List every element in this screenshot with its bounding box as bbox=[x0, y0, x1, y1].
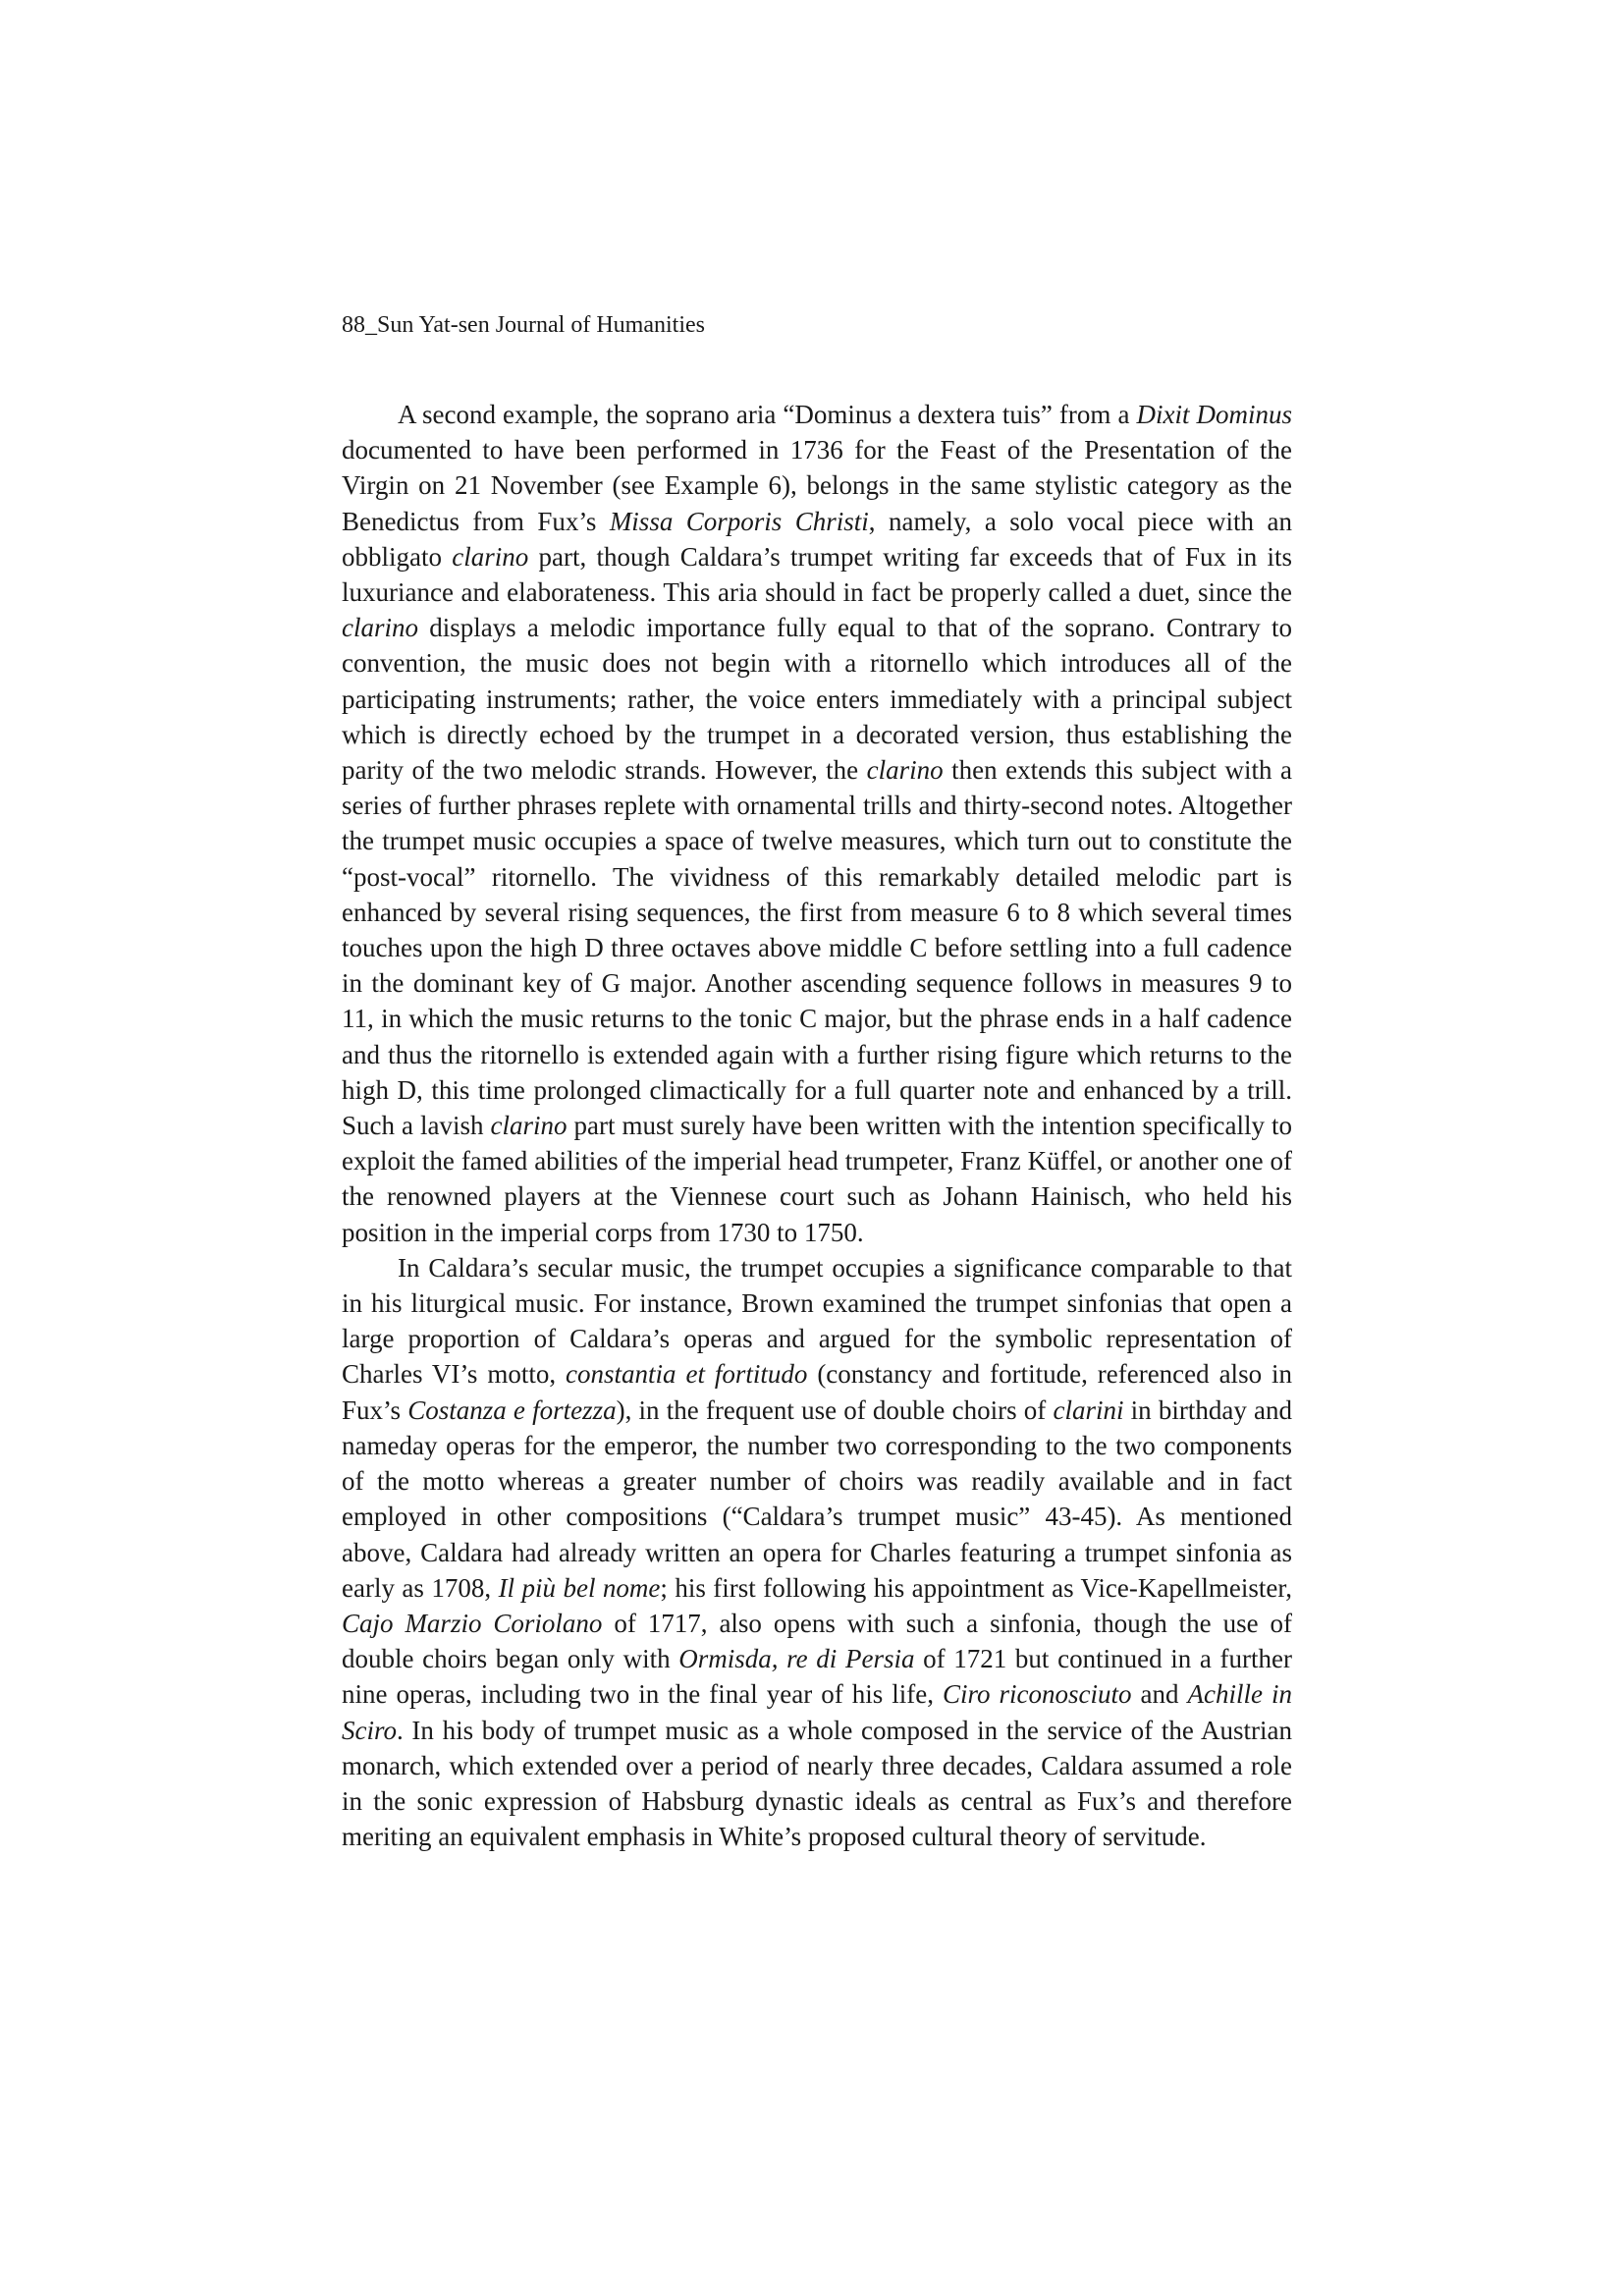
italic-title: Ormisda, re di Persia bbox=[678, 1644, 915, 1674]
text-run: and bbox=[1131, 1679, 1188, 1710]
italic-title: Costanza e fortezza bbox=[407, 1394, 617, 1425]
italic-title: clarino bbox=[452, 541, 529, 572]
italic-title: Cajo Marzio Coriolano bbox=[342, 1608, 603, 1638]
italic-title: constantia et fortitudo bbox=[566, 1359, 808, 1390]
text-run: part, though Caldara’s trumpet writing far exceeds that of Fux in its luxuriance and elaborateness. This aria should in fact be properly called a duet, since the bbox=[342, 541, 1292, 608]
text-run: A second example, the soprano aria “Dominus a dextera tuis” from a bbox=[398, 400, 1137, 429]
text-run: , namely, a solo vocal piece with an obbligato bbox=[342, 506, 1292, 572]
text-run: ), in the frequent use of double choirs of bbox=[616, 1394, 1054, 1425]
italic-title: clarino bbox=[866, 755, 944, 786]
article-body bbox=[342, 397, 1292, 1854]
italic-title: Dixit Dominus bbox=[1136, 400, 1292, 429]
italic-title: Ciro riconosciuto bbox=[942, 1679, 1132, 1710]
text-run: displays a melodic importance fully equal to that of the soprano. Contrary to convention, the music does not begin with a ritornello which introduces all of the participating instruments; rather, the voice enters immediately with a principal subject which is directly echoed by the trumpet in a decorated version, thus establishing the parity of the two melodic strands. However, the bbox=[342, 613, 1292, 786]
italic-title: clarini bbox=[1053, 1394, 1124, 1425]
text-run: (constancy and fortitude, referenced also in Fux’s bbox=[342, 1359, 1292, 1425]
text-run: . In his body of trumpet music as a whole composed in the service of the Austrian monarch, which extended over a period of nearly three decades, Caldara assumed a role in the sonic expression of Habsburg dynastic ideals as central as Fux’s and therefore meriting an equivalent emphasis in White’s proposed cultural theory of servitude. bbox=[342, 1715, 1292, 1852]
italic-title: Missa Corporis Christi bbox=[609, 506, 869, 536]
paragraph bbox=[342, 397, 1292, 1250]
text-run: ; his first following his appointment as Vice-Kapellmeister, bbox=[660, 1572, 1292, 1603]
italic-title: Il più bel nome bbox=[498, 1572, 661, 1603]
text-run: then extends this subject with a series of further phrases replete with ornamental trills and thirty-second notes. Altogether the trumpet music occupies a space of twelve measures, which turn out to constitute the “post-vocal” ritornello. The vividness of this remarkably detailed melodic part is enhanced by several rising sequences, the first from measure 6 to 8 which several times touches upon the high D three octaves above middle C before settling into a full cadence in the dominant key of G major. Another ascending sequence follows in measures 9 to 11, in which the music returns to the tonic C major, but the phrase ends in a half cadence and thus the ritornello is extended again with a further rising figure which returns to the high D, this time prolonged climactically for a full quarter note and enhanced by a trill. Such a lavish bbox=[342, 755, 1292, 1141]
text-run: part must surely have been written with the intention specifically to exploit the famed abilities of the imperial head trumpeter, Franz Küffel, or another one of the renowned players at the Viennese court such as Johann Hainisch, who held his position in the imperial corps from 1730 to 1750. bbox=[342, 1111, 1292, 1247]
italic-title: Achille in Sciro bbox=[342, 1679, 1292, 1745]
text-run: of 1717, also opens with such a sinfonia, though the use of double choirs began only with bbox=[342, 1608, 1292, 1674]
text-run: In Caldara’s secular music, the trumpet occupies a significance comparable to that in his liturgical music. For instance, Brown examined the trumpet sinfonias that open a large proportion of Caldara’s operas and argued for the symbolic representation of Charles VI’s motto, bbox=[342, 1252, 1292, 1390]
text-run: of 1721 but continued in a further nine operas, including two in the final year of his life, bbox=[342, 1644, 1292, 1710]
paragraph bbox=[342, 1250, 1292, 1854]
running-header: 88_Sun Yat-sen Journal of Humanities bbox=[342, 312, 705, 338]
text-run: in birthday and nameday operas for the emperor, the number two corresponding to the two components of the motto whereas a greater number of choirs was readily available and in fact employed in other compositions (“Caldara’s trumpet music” 43-45). As mentioned above, Caldara had already written an opera for Charles featuring a trumpet sinfonia as early as 1708, bbox=[342, 1394, 1293, 1603]
italic-title: clarino bbox=[490, 1111, 568, 1141]
italic-title: clarino bbox=[342, 613, 418, 643]
text-run: documented to have been performed in 1736 for the Feast of the Presentation of the Virgin on 21 November (see Example 6), belongs in the same stylistic category as the Benedictus from Fux’s bbox=[342, 435, 1292, 536]
